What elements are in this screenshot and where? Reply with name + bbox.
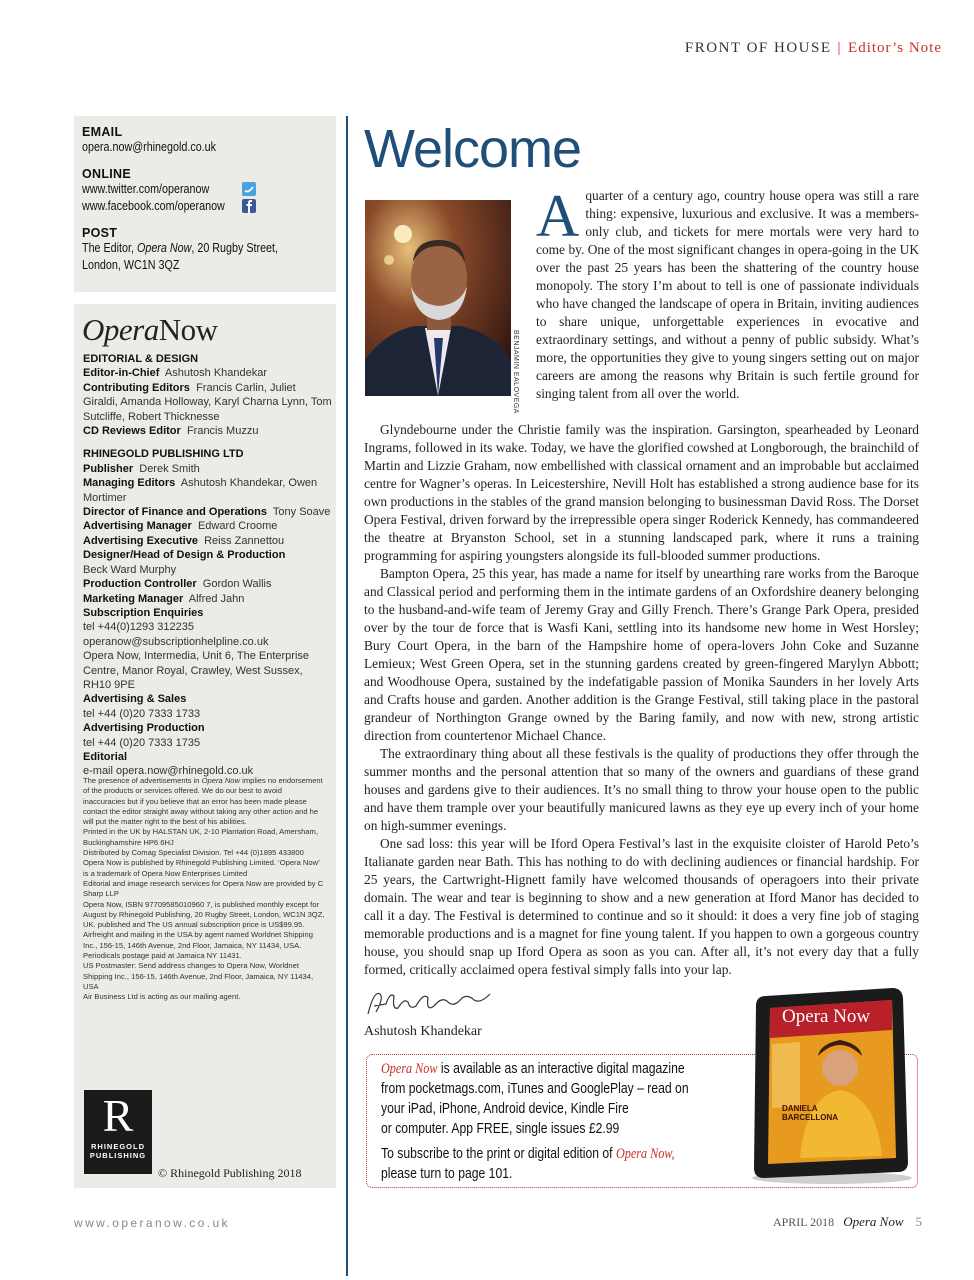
article-p5: One sad loss: this year will be Iford Opera Festival’s last in the exquisite cloister of Harold Peto’s Italianate garden near Bath. This has nothing to do with declining audiences or financial hardship. For 25 years, the Cartwright-Hignett family have welcomed thousands of operagoers into their private domain. The wear and tear is beginning to show and a new generation at Iford Manor has decided to call it a day. The Festival is determined to continue and so it should: it does a very fine job of staging memorable productions and is a magnet for fine young talent. If you happen to own a gorgeous country house, you should snap up Iford Opera as soon as you can. After all, it’s not every day that a fully formed, critically acclaimed opera festival simply falls into your lap. [364, 836, 919, 977]
section-header [685, 40, 942, 57]
fine-print [83, 776, 325, 1003]
facebook-icon[interactable] [242, 199, 256, 213]
article-intro [536, 183, 919, 403]
staff-production: Production Controller Gordon Wallis [83, 578, 272, 591]
staff-subscriptions: Subscription Enquiries tel +44(0)1293 312235 operanow@subscriptionhelpline.co.uk Opera Now, Intermedia, Unit 6, The Enterprise Centre, Manor Royal, Crawley, West Sussex, RH10 9PE [83, 606, 310, 691]
subs-email-link[interactable]: operanow@subscriptionhelpline.co.uk [83, 635, 269, 648]
column-divider [346, 116, 348, 1276]
editor-photo [365, 200, 511, 396]
header-separator: | [837, 40, 843, 56]
masthead-opera: Opera [82, 312, 159, 347]
staff-editorial: Editorial e-mail opera.now@rhinegold.co.uk [83, 750, 254, 778]
post-line1-pre: The Editor, [82, 241, 137, 255]
staff-publisher: Publisher Derek Smith [83, 462, 200, 475]
section-name: FRONT OF HOUSE [684, 40, 832, 56]
twitter-icon[interactable] [242, 182, 256, 196]
copyright: © Rhinegold Publishing 2018 [158, 1166, 302, 1180]
signature [364, 984, 494, 1027]
drop-cap: A [536, 183, 580, 249]
fine-print-research: Editorial and image research services for Opera Now are provided by C Sharp LLP [83, 878, 324, 899]
footer-magazine: Opera Now [843, 1214, 904, 1229]
post-address-line2: London, WC1N 3QZ [82, 258, 180, 272]
staff-ad-exec: Advertising Executive Reiss Zannettou [83, 534, 285, 547]
tablet-title: Opera Now [782, 1006, 871, 1027]
logo-letter: R [102, 1090, 134, 1141]
fine-print-issn: Opera Now, ISBN 97709585010960 7, is published monthly except for August by Rhinegold Publishing, 20 Rugby Street, London, WC1N 3QZ, UK. published and The US annual subscription price is US$99.95. Airfreight and mailing in the USA by agent named Worldnet Shipping Inc., 156-15, 146th Avenue, 2nd Floor, Jamaica, NY 11434, USA. Periodicals postage paid at Jamaica NY 11431. [83, 899, 325, 961]
staff-contributing: Contributing Editors Francis Carlin, Juliet Giraldi, Amanda Holloway, Karyl Charna Lynn, Tom Sutcliffe, Robert Thicknesse [83, 381, 332, 423]
staff-list [83, 352, 333, 779]
email-label: EMAIL [82, 125, 123, 139]
publishing-heading: RHINEGOLD PUBLISHING LTD [83, 448, 244, 461]
staff-editor-in-chief: Editor-in-Chief Ashutosh Khandekar [83, 367, 268, 380]
staff-ad-sales: Advertising & Sales tel +44 (0)20 7333 1733 [83, 693, 201, 720]
article-title: Welcome [364, 119, 582, 179]
digital-line3: your iPad, iPhone, Android device, Kindle Fire [381, 1101, 629, 1117]
article-p4: The extraordinary thing about all these festivals is the quality of productions they offer through the summer months and the personal attention that so many of the owners and guardians of these grand houses and gardens give to their audiences. It’s no small thing to throw your house open to the public and have them trample over your beautifully manicured lawns as they eye up every inch of your home on high-summer evenings. [364, 746, 919, 833]
staff-ad-manager: Advertising Manager Edward Croome [83, 520, 278, 533]
post-label: POST [82, 226, 118, 240]
post-line1-magazine: Opera Now [136, 241, 192, 255]
digital-line5: To subscribe to the print or digital edition of Opera Now, [381, 1146, 675, 1162]
masthead-now: Now [158, 312, 218, 347]
article-body [364, 421, 919, 979]
fine-print-disclaimer: The presence of advertisements in Opera Now implies no endorsement of the products or services offered. We do our best to avoid inaccuracies but if you believe that an error has been made please contact the editor straight away without taking any other action and he will put the matter right to the best of his abilities. [83, 776, 323, 827]
staff-cd-reviews: CD Reviews Editor Francis Muzzu [83, 425, 259, 438]
staff-managing: Managing Editors Ashutosh Khandekar, Owen Mortimer [83, 477, 318, 504]
email-link[interactable]: opera.now@rhinegold.co.uk [82, 140, 217, 154]
staff-designer: Designer/Head of Design & Production Beck Ward Murphy [83, 549, 286, 576]
fine-print-postmaster: US Postmaster: Send address changes to Opera Now, Worldnet Shipping Inc., 156-15, 146th Avenue, 2nd Floor, Jamaica, NY 11434, USA [83, 961, 314, 991]
page-number: 5 [915, 1214, 922, 1229]
article-p2: Glyndebourne under the Christie family was the inspiration. Garsington, spearheaded by Leonard Ingrams, followed in its wake. Today, we have the glorified cowshed at Longborough, the brainchild of Martin and Lizzie Graham, now embellished with classical ornament and an improbable but acclaimed centre for Wagner’s operas. In Leicestershire, Nevill Holt has established a strong audience base for its own productions in the stables of the grand mansion belonging to businessman David Ross. The Dorset Opera Festival, driven forward by the irrepressible opera singer Roderick Kennedy, has commandeered the theatre at Bryanston School, set in a stunning landscaped park, where it runs a training programming for aspiring youngsters alongside its full-blooded summer productions. [364, 422, 919, 563]
tablet-cover-name: DANIELA BARCELLONA [782, 1104, 838, 1122]
article-p3: Bampton Opera, 25 this year, has made a name for itself by unearthing rare works from the Baroque and Classical period and performing them in the intimate gardens of an Oxfordshire deanery belonging to the husband-and-wife team of Jeremy Gray and Gilly French. There’s Grange Park Opera, presided over by the tour de force that is Wasfi Kani, settling into its handsome new home in West Horsley; Bury Court Opera, in the barn of the Hampshire home of opera-lovers John Coke and Suzanne Lemieux; West Green Opera, set in the stunning gardens created by green-fingered Marylyn Abbott; and Woodhouse Opera, sustained by the indefatigable passion of Monika Saunders in her lovely Arts and Crafts house and garden. Another addition is the Grange Festival, still taking place in the pastoral grandeur of Northington Grange owned by the Baring family, and now with new, strong artistic direction from countertenor Michael Chance. [364, 566, 919, 743]
signature-name: Ashutosh Khandekar [364, 1024, 482, 1039]
rhinegold-logo [84, 1090, 152, 1174]
fine-print-distributor: Distributed by Comag Specialist Division. Tel +44 (0)1895 433800 [83, 848, 304, 858]
logo-word1: RHINEGOLD [91, 1142, 145, 1151]
editorial-heading: EDITORIAL & DESIGN [83, 353, 199, 365]
logo-word2: PUBLISHING [89, 1151, 147, 1160]
digital-line4: or computer. App FREE, single issues £2.99 [381, 1121, 620, 1137]
article-p1: quarter of a century ago, country house opera was still a rare thing: expensive, luxurious and exclusive. It was a members-only club, and tickets for mere mortals were very hard to come by. One of the most significant changes in opera-going in the UK over the past 25 years has been the shattering of the country house monopoly. The story I’m about to tell is one of passionate individuals who have changed the landscape of opera in Britain, inviting audiences to share unique, unforgettable experiences in evocative and extraordinary settings, and without a penny of public subsidy. What’s more, the opportunities they give to young singers setting out on major careers are among the reasons why Britain is such fertile ground for singing talent from all over the world. [536, 188, 919, 401]
digital-line1: Opera Now is available as an interactive digital magazine [381, 1061, 685, 1077]
tablet-image [742, 986, 922, 1191]
footer-issue: APRIL 2018 [772, 1215, 835, 1229]
digital-line6: please turn to page 101. [381, 1166, 513, 1182]
digital-edition-text [381, 1059, 747, 1184]
staff-ad-production: Advertising Production tel +44 (0)20 7333 1735 [83, 722, 205, 749]
facebook-link[interactable]: www.facebook.com/operanow [82, 199, 225, 213]
staff-marketing: Marketing Manager Alfred Jahn [83, 592, 245, 605]
masthead-logo [82, 312, 218, 348]
twitter-link[interactable]: www.twitter.com/operanow [82, 182, 210, 196]
footer-url[interactable]: www.operanow.co.uk [74, 1216, 230, 1230]
post-line1-post: , 20 Rugby Street, [191, 241, 279, 255]
staff-finance: Director of Finance and Operations Tony Soave [83, 506, 331, 519]
fine-print-mailing: Air Business Ltd is acting as our mailing agent. [83, 992, 241, 1002]
online-label: ONLINE [82, 167, 132, 181]
digital-line2: from pocketmags.com, iTunes and GooglePlay – read on [381, 1081, 689, 1097]
photo-credit: BENJAMIN EALOVEGA [512, 330, 519, 414]
fine-print-printer: Printed in the UK by HALSTAN UK, 2-10 Plantation Road, Amersham, Buckinghamshire HP6 6HJ [83, 827, 318, 847]
post-address-line1 [82, 240, 278, 257]
subsection-name: Editor’s Note [848, 40, 942, 56]
contact-info [82, 125, 310, 274]
footer-folio [773, 1214, 922, 1230]
fine-print-publisher: Opera Now is published by Rhinegold Publishing Limited. ‘Opera Now’ is a trademark of Opera Now Enterprises Limited [83, 858, 320, 878]
